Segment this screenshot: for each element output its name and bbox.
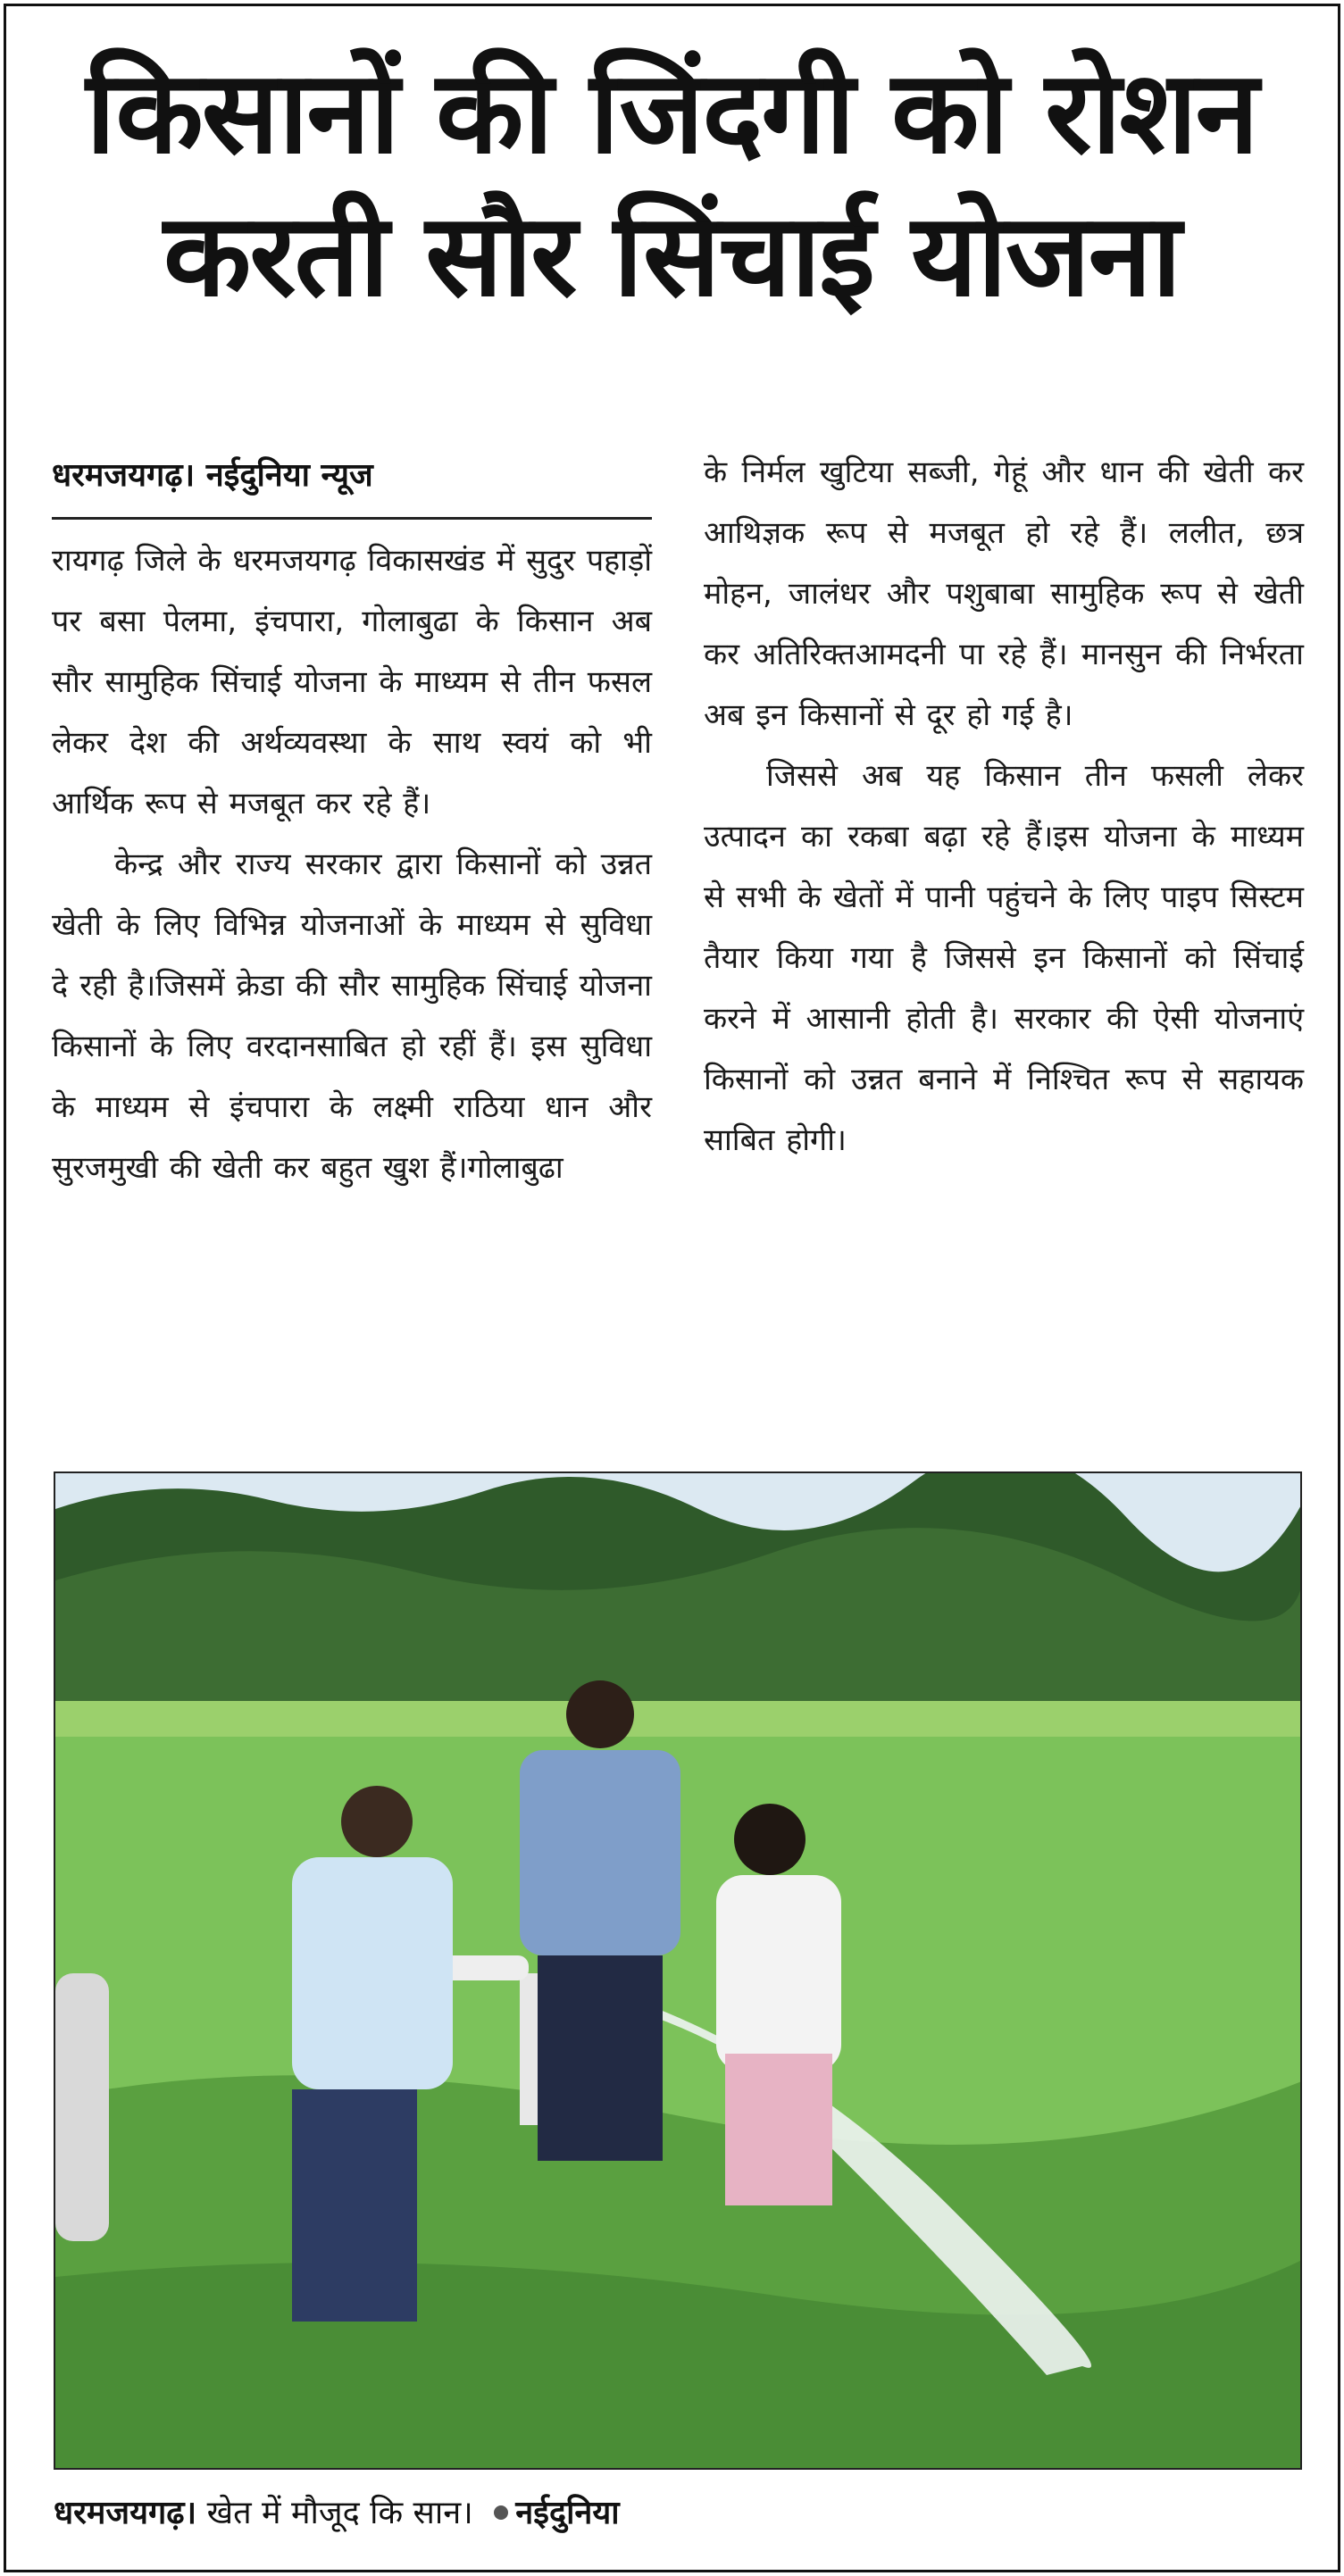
caption-credit: नईदुनिया: [515, 2495, 620, 2531]
photo-caption: [54, 2482, 1302, 2545]
credit-dot-icon: [494, 2505, 508, 2520]
headline-line-2: करती सौर सिंचाई योजना: [163, 189, 1180, 322]
person-2: [520, 1680, 680, 2161]
headline-line-1: किसानों की जिंदगी को रोशन: [86, 46, 1257, 179]
dateline: धरमजयगढ़। नईदुनिया न्यूज: [52, 451, 652, 520]
paragraph: के निर्मल खुटिया सब्जी, गेहूं और धान की खेती कर आथिज्ञक रूप से मजबूत हो रहे हैं। ललीत, छत्र मोहन, जालंधर और पशुबाबा सामुहिक रूप से खेती कर अतिरिक्तआमदनी पा रहे हैं। मानसुन की निर्भरता अब इन किसानों से दूर हो गई है।: [704, 454, 1304, 733]
paragraph: केन्द्र और राज्य सरकार द्वारा किसानों को उन्नत खेती के लिए विभिन्न योजनाओं के माध्यम से सुविधा दे रही है।जिसमें क्रेडा की सौर सामुहिक सिंचाई योजना किसानों के लिए वरदानसाबित हो रहीं हैं। इस सुविधा के माध्यम से इंचपारा के लक्ष्मी राठिया धान और सुरजमुखी की खेती कर बहुत खुश हैं।गोलाबुढा: [52, 846, 652, 1186]
caption-text: खेत में मौजूद कि सान।: [206, 2495, 473, 2531]
paragraph: जिससे अब यह किसान तीन फसली लेकर उत्पादन का रकबा बढ़ा रहे हैं।इस योजना के माध्यम से सभी के खेतों में पानी पहुंचने के लिए पाइप सिस्टम तैयार किया गया है जिससे इन किसानों को सिंचाई करने में आसानी होती है। सरकार की ऐसी योजनाएं किसानों को उन्नत बनाने में निश्चित रूप से सहायक साबित होगी।: [704, 758, 1304, 1158]
headline: [33, 42, 1310, 328]
article-column-left: [52, 451, 652, 1198]
caption-place: धरमजयगढ़।: [54, 2495, 197, 2531]
field-photo: [54, 1471, 1302, 2470]
article-column-right: [704, 442, 1304, 1171]
paragraph: रायगढ़ जिले के धरमजयगढ़ विकासखंड में सुदुर पहाड़ों पर बसा पेलमा, इंचपारा, गोलाबुढा के किसान अब सौर सामुहिक सिंचाई योजना के माध्यम से तीन फसल लेकर देश की अर्थव्यवस्था के साथ स्वयं को भी आर्थिक रूप से मजबूत कर रहे हैं।: [52, 543, 653, 821]
